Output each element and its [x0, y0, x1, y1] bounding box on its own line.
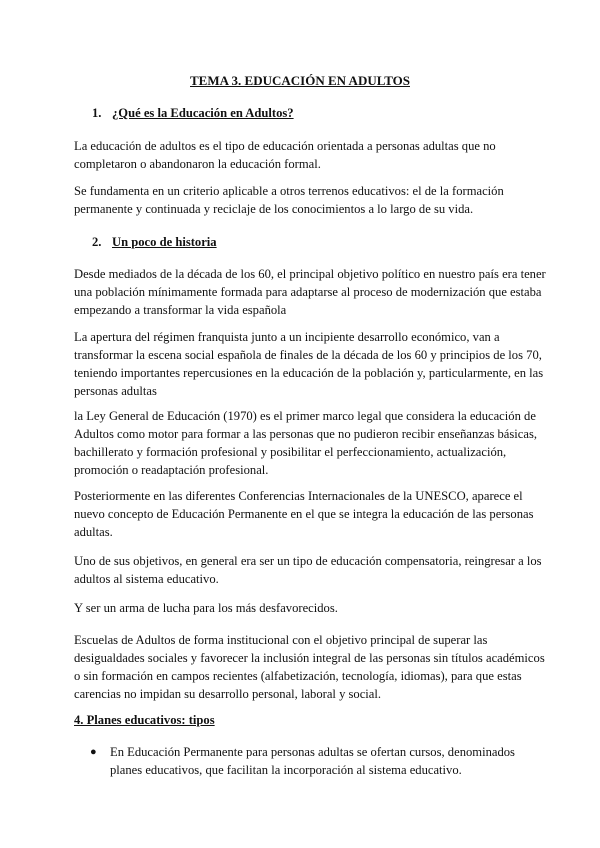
bullet-icon: ●	[90, 746, 97, 758]
section-2-heading	[92, 233, 217, 251]
section-2-number: 2.	[92, 235, 102, 249]
section-1-number: 1.	[92, 106, 102, 120]
list-item-text: En Educación Permanente para personas adultas se ofertan cursos, denominados planes educativos, que facilitan la incorporación al sistema educativo.	[110, 745, 515, 777]
section-1-title: ¿Qué es la Educación en Adultos?	[112, 106, 294, 120]
paragraph: Uno de sus objetivos, en general era ser un tipo de educación compensatoria, reingresar a los adultos al sistema educativo.	[74, 554, 542, 586]
paragraph: La educación de adultos es el tipo de educación orientada a personas adultas que no completaron o abandonaron la educación formal.	[74, 139, 496, 171]
paragraph: Y ser un arma de lucha para los más desfavorecidos.	[74, 601, 338, 615]
paragraph: Escuelas de Adultos de forma institucional con el objetivo principal de superar las desigualdades sociales y favorecer la inclusión integral de las personas sin títulos académicos o sin formación en campos recientes (alfabetización, tecnología, idiomas), para que estas carencias no impidan su desarrollo personal, laboral y social.	[74, 633, 545, 701]
section-1-heading	[92, 104, 294, 122]
document-title: TEMA 3. EDUCACIÓN EN ADULTOS	[190, 73, 410, 88]
paragraph: Se fundamenta en un criterio aplicable a otros terrenos educativos: el de la formación permanente y continuada y reciclaje de los conocimientos a lo largo de su vida.	[74, 184, 504, 216]
section-2-title: Un poco de historia	[112, 235, 217, 249]
section-4-heading: 4. Planes educativos: tipos	[74, 713, 215, 727]
paragraph: La apertura del régimen franquista junto a un incipiente desarrollo económico, van a transformar la escena social española de finales de la década de los 60 y principios de los 70, teniendo importantes repercusiones en la educación de la población y, particularmente, en las personas adultas	[74, 330, 544, 398]
paragraph: la Ley General de Educación (1970) es el primer marco legal que considera la educación de Adultos como motor para formar a las personas que no pudieron recibir enseñanzas básicas, bachillerato y formación profesional y posibilitar el perfeccionamiento, actualización, promoción o readaptación profesional.	[74, 409, 538, 477]
paragraph: Posteriormente en las diferentes Conferencias Internacionales de la UNESCO, aparece el nuevo concepto de Educación Permanente en el que se integra la educación de las personas adultas.	[74, 489, 534, 539]
paragraph: Desde mediados de la década de los 60, el principal objetivo político en nuestro país era tener una población mínimamente formada para adaptarse al proceso de modernización que estaba empezando a transformar la vida española	[74, 267, 546, 317]
